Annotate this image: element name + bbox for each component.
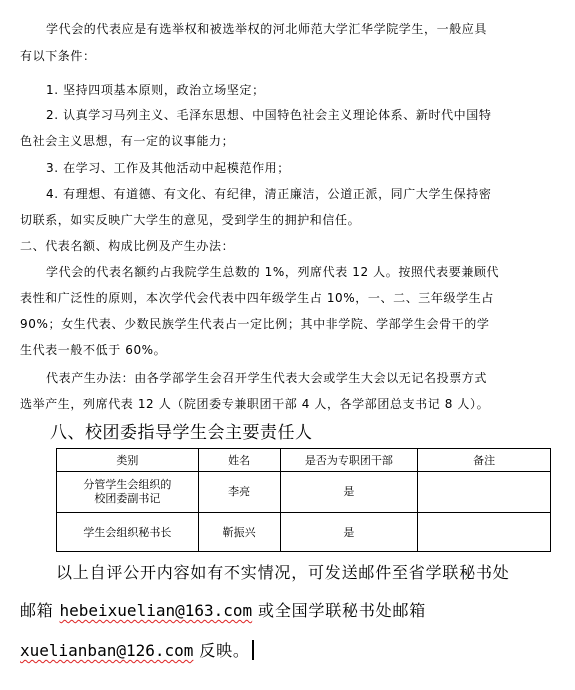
- cell-category: 学生会组织秘书长: [57, 513, 199, 552]
- intro-line-1: [20, 16, 555, 42]
- method-line-2: 选举产生，列席代表 12 人（院团委专兼职团干部 4 人，各学部团总支书记 8 人）。: [20, 397, 490, 411]
- cell-fulltime: 是: [280, 513, 418, 552]
- category-line-2: 校团委副书记: [94, 492, 161, 505]
- closing-suffix: 或全国学联秘书处邮箱: [252, 601, 427, 620]
- section-8-heading: 八、校团委指导学生会主要责任人: [50, 423, 313, 443]
- condition-2-line-2: 色社会主义思想，有一定的议事能力；: [20, 134, 235, 148]
- intro-text-1: 学代会的代表应是有选举权和被选举权的河北师范大学汇华学院学生，一般应具: [46, 22, 488, 36]
- quota-line-1: [20, 259, 555, 285]
- closing-line-1: [20, 562, 565, 584]
- table-header-row: [57, 449, 551, 472]
- section-2-heading: 二、代表名额、构成比例及产生办法：: [20, 239, 235, 253]
- header-fulltime: 是否为专职团干部: [280, 449, 418, 472]
- quota-line-3: 90%；女生代表、少数民族学生代表占一定比例；其中非学院、学部学生会骨干的学: [20, 317, 490, 331]
- cell-name: 李亮: [198, 472, 280, 513]
- header-note: 备注: [418, 449, 551, 472]
- condition-1: [20, 77, 555, 103]
- closing-line-2: [20, 600, 565, 622]
- text-cursor: [252, 640, 254, 660]
- category-line-1: 分管学生会组织的: [83, 478, 172, 491]
- table-row: [57, 513, 551, 552]
- condition-4-text-1: 4. 有理想、有道德、有文化、有纪律，清正廉洁，公道正派，同广大学生保持密: [46, 187, 492, 201]
- method-line-1: [20, 365, 555, 391]
- closing-end: 反映。: [193, 641, 250, 660]
- condition-3: [20, 155, 555, 181]
- closing-prefix: 邮箱: [20, 601, 60, 620]
- condition-2-text-1: 2. 认真学习马列主义、毛泽东思想、中国特色社会主义理论体系、新时代中国特: [46, 108, 492, 122]
- intro-line-2: 有以下条件：: [20, 49, 96, 63]
- email-provincial[interactable]: hebeixuelian@163.com: [59, 601, 253, 620]
- quota-text-1: 学代会的代表名额约占我院学生总数的 1%，列席代表 12 人。按照代表要兼顾代: [46, 265, 500, 279]
- responsible-persons-table: [56, 448, 551, 552]
- cell-note: [418, 472, 551, 513]
- method-text-1: 代表产生办法：由各学部学生会召开学生代表大会或学生大会以无记名投票方式: [46, 371, 488, 385]
- header-name: 姓名: [198, 449, 280, 472]
- cell-category: [57, 472, 199, 513]
- condition-4-line-2: 切联系，如实反映广大学生的意见，受到学生的拥护和信任。: [20, 213, 361, 227]
- condition-3-text: 3. 在学习、工作及其他活动中起模范作用；: [46, 161, 290, 175]
- condition-1-text: 1. 坚持四项基本原则，政治立场坚定；: [46, 83, 265, 97]
- header-category: 类别: [57, 449, 199, 472]
- condition-2-line-1: [20, 102, 555, 128]
- quota-line-4: 生代表一般不低于 60%。: [20, 343, 167, 357]
- condition-4-line-1: [20, 181, 555, 207]
- closing-text-1: 以上自评公开内容如有不实情况，可发送邮件至省学联秘书处: [56, 563, 510, 582]
- cell-name: 靳振兴: [198, 513, 280, 552]
- email-national[interactable]: xuelianban@126.com: [20, 641, 194, 660]
- closing-line-3: [20, 640, 565, 662]
- cell-fulltime: 是: [280, 472, 418, 513]
- cell-note: [418, 513, 551, 552]
- quota-line-2: 表性和广泛性的原则，本次学代会代表中四年级学生占 10%，一、二、三年级学生占: [20, 291, 494, 305]
- table-row: [57, 472, 551, 513]
